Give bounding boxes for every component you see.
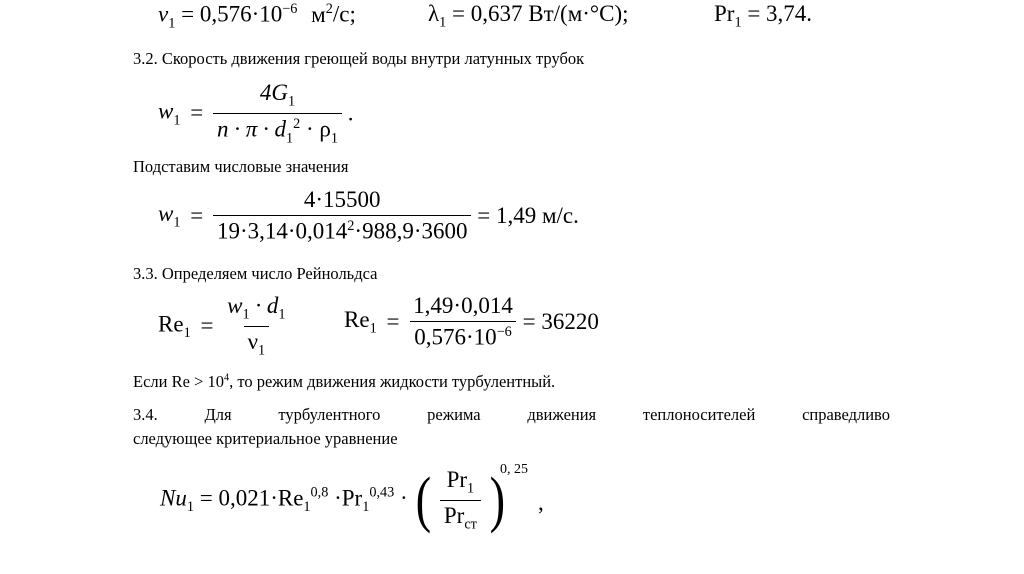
nu-unit-tail: /с; <box>332 1 356 27</box>
velocity-denominator <box>213 113 342 147</box>
re-sub: 1 <box>183 324 191 341</box>
re-num-d-sub: 1 <box>278 306 286 323</box>
nusselt-re-sub: 1 <box>303 498 311 515</box>
nusselt-exponent: 0, 25 <box>500 462 528 477</box>
velocity-formula <box>158 80 354 147</box>
turb-post: , то режим движения жидкости турбулентный. <box>229 372 556 391</box>
reynolds-value-numerator: 1,49·0,014 <box>413 293 513 318</box>
substitution-fraction <box>213 187 472 245</box>
den-sup: 2 <box>293 115 301 132</box>
reynolds-value-formula <box>344 293 599 351</box>
nusselt-rhs-b: ·Pr <box>334 485 363 511</box>
lambda-symbol: λ <box>428 1 440 26</box>
pr-sub: 1 <box>734 14 742 31</box>
re-sub-2: 1 <box>369 320 377 337</box>
substitution-numerator: 4·15500 <box>303 187 381 212</box>
prandtl-ratio <box>440 467 481 533</box>
substitution-heading: Подставим числовые значения <box>133 157 349 176</box>
num-text: 4G <box>259 80 288 105</box>
prandtl-den-text: Pr <box>443 502 465 528</box>
reynolds-value-fraction <box>409 293 517 351</box>
w-symbol-2: w <box>158 201 174 227</box>
reynolds-formula <box>158 293 290 359</box>
re-den2: 0,576·10 <box>414 324 497 350</box>
nusselt-dot: · <box>400 485 408 511</box>
re-symbol: Re <box>158 311 184 337</box>
nu-equation <box>158 1 356 32</box>
reynolds-fraction <box>223 293 289 359</box>
equals-sign-3: = <box>200 313 214 339</box>
lambda-sub: 1 <box>439 14 447 31</box>
velocity-numerator <box>256 80 299 113</box>
nusselt-formula <box>160 467 507 533</box>
re-den2-exp: −6 <box>496 324 512 340</box>
num-sub: 1 <box>287 93 296 110</box>
re-den-nu: ν <box>247 328 258 354</box>
re-symbol-2: Re <box>344 307 370 333</box>
reynolds-numerator <box>223 293 289 326</box>
nu-sub: 1 <box>168 15 176 32</box>
nu-unit-exp: 2 <box>325 1 333 17</box>
right-paren: ) <box>489 466 505 535</box>
lambda-equation <box>428 1 629 32</box>
w-symbol: w <box>158 98 174 124</box>
section-3-2-heading: 3.2. Скорость движения греющей воды внутри латунных трубок <box>133 49 585 68</box>
den-pre: n · π · d <box>216 116 286 142</box>
re-num-mid: · d <box>249 293 279 318</box>
nu-exp: −6 <box>282 1 298 17</box>
velocity-result: = 1,49 м/с. <box>477 202 579 228</box>
w-sub-2: 1 <box>173 214 181 231</box>
turb-pre: Если Re > 10 <box>133 372 224 391</box>
pr-symbol: Pr <box>714 1 735 26</box>
nu-number-symbol: Nu <box>160 485 187 511</box>
prandtl-num-sub: 1 <box>467 480 475 497</box>
substitution-denominator <box>213 215 472 245</box>
prandtl-denominator <box>440 500 481 534</box>
pr-equation <box>714 1 812 32</box>
turb-exp: 4 <box>223 372 230 384</box>
pr-value: = 3,74. <box>747 1 813 26</box>
re-den-nu-sub: 1 <box>257 342 266 359</box>
prandtl-numerator <box>443 467 479 500</box>
den-post: · ρ <box>305 116 331 142</box>
nu-value: = 0,576·10 <box>181 1 283 27</box>
lambda-value: = 0,637 Вт/(м·°С); <box>452 1 629 26</box>
section-3-4-line2: следующее критериальное уравнение <box>133 429 398 448</box>
prandtl-den-sub: ст <box>464 516 477 533</box>
re-num-w-sub: 1 <box>242 306 250 323</box>
substitution-formula <box>158 187 579 245</box>
section-3-4-line1: 3.4. Для турбулентного режима движения теплоносителей справедливо <box>133 405 890 424</box>
reynolds-denominator <box>244 326 270 360</box>
equals-sign-4: = <box>386 308 400 334</box>
nusselt-pr-sup: 0,43 <box>369 484 395 501</box>
nu-number-sub: 1 <box>186 498 194 515</box>
prandtl-num-text: Pr <box>446 467 468 492</box>
section-3-3-heading: 3.3. Определяем число Рейнольдса <box>133 264 378 283</box>
sub-den-pre: 19·3,14·0,014 <box>216 218 348 244</box>
w-sub: 1 <box>173 112 181 129</box>
sub-den-sup: 2 <box>347 218 355 234</box>
nusselt-comma: , <box>538 490 544 515</box>
sub-den-post: ·988,9·3600 <box>354 218 468 244</box>
turbulent-statement <box>133 372 555 392</box>
rho-sub: 1 <box>330 129 338 146</box>
formula-period: . <box>347 100 354 126</box>
re-num-w: w <box>227 293 243 318</box>
nu-unit: м <box>311 1 326 27</box>
den-sub: 1 <box>285 129 294 146</box>
nusselt-pr-sub: 1 <box>362 498 370 515</box>
nusselt-rhs-a: = 0,021·Re <box>199 485 304 511</box>
velocity-fraction <box>213 80 342 147</box>
reynolds-value-denominator <box>410 321 516 351</box>
left-paren: ( <box>416 466 432 535</box>
nusselt-re-sup: 0,8 <box>310 484 329 501</box>
equals-sign-2: = <box>190 202 204 228</box>
equals-sign: = <box>190 100 204 126</box>
reynolds-result: = 36220 <box>522 308 599 334</box>
nu-symbol: ν <box>158 1 169 27</box>
